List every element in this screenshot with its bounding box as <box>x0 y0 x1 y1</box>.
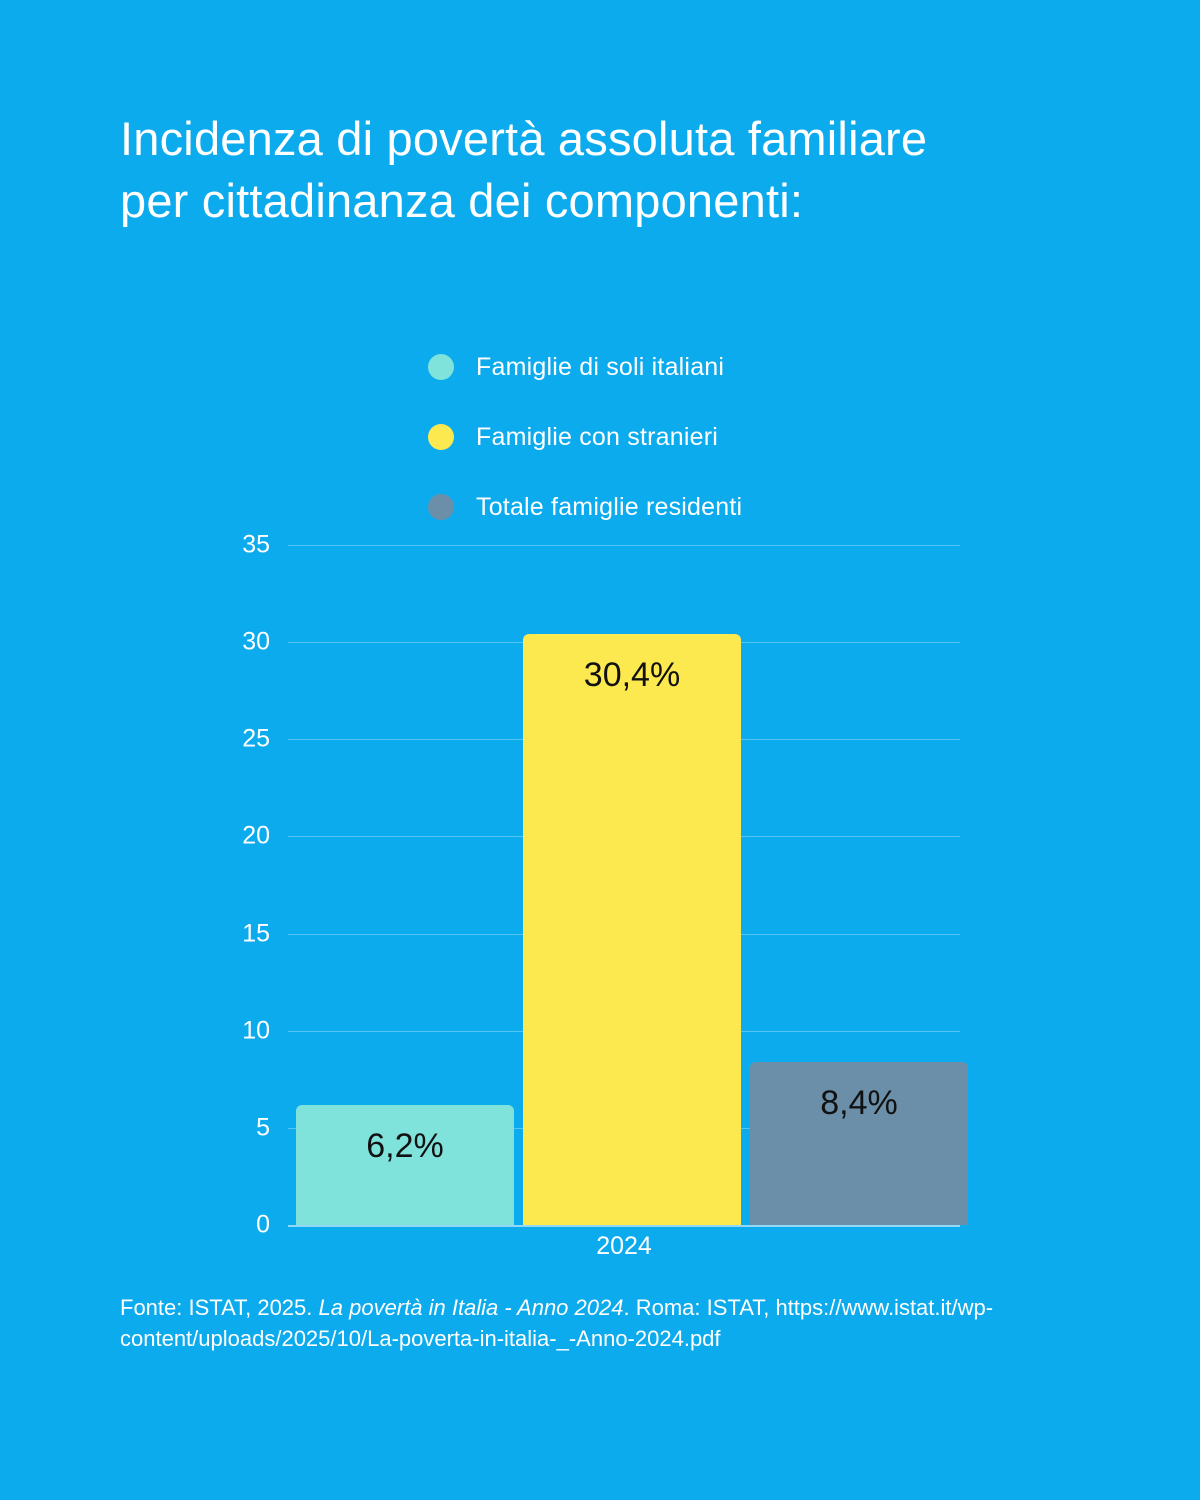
bar-famiglie-con-stranieri <box>523 634 741 1225</box>
chart-legend <box>428 332 742 542</box>
source-suffix: . Roma: ISTAT, https://www.istat.it/wp-content/uploads/2025/10/La-poverta-in-italia-_-Anno-2024.pdf <box>120 1295 994 1352</box>
source-citation <box>120 1292 1080 1354</box>
bar-value-label: 8,4% <box>820 1083 898 1122</box>
y-tick-label: 35 <box>242 530 270 559</box>
bar-group <box>288 545 960 1225</box>
bar-totale-famiglie-residenti <box>750 1062 968 1225</box>
x-axis-label: 2024 <box>596 1232 652 1260</box>
source-prefix: Fonte: ISTAT, 2025. <box>120 1295 319 1320</box>
legend-color-swatch-icon <box>428 424 454 450</box>
legend-color-swatch-icon <box>428 494 454 520</box>
legend-item <box>428 402 742 472</box>
chart-plot-area <box>288 545 960 1225</box>
source-title: La povertà in Italia - Anno 2024 <box>318 1295 624 1320</box>
y-tick-label: 20 <box>242 821 270 850</box>
y-tick-label: 10 <box>242 1016 270 1045</box>
bar-chart <box>0 520 1200 1260</box>
x-axis <box>288 1225 960 1227</box>
y-tick-label: 5 <box>256 1113 270 1142</box>
y-tick-label: 30 <box>242 627 270 656</box>
y-tick-label: 15 <box>242 919 270 948</box>
y-tick-label: 25 <box>242 724 270 753</box>
legend-item <box>428 332 742 402</box>
bar-value-label: 30,4% <box>583 656 681 695</box>
legend-item-label: Famiglie con stranieri <box>476 422 718 451</box>
legend-item-label: Totale famiglie residenti <box>476 492 743 521</box>
legend-color-swatch-icon <box>428 354 454 380</box>
bar-value-label: 6,2% <box>366 1126 444 1165</box>
y-tick-label: 0 <box>256 1210 270 1239</box>
bar-famiglie-di-soli-italiani <box>296 1105 514 1226</box>
page-title: Incidenza di povertà assoluta familiare per cittadinanza dei componenti: <box>120 112 928 228</box>
legend-item-label: Famiglie di soli italiani <box>476 352 725 381</box>
